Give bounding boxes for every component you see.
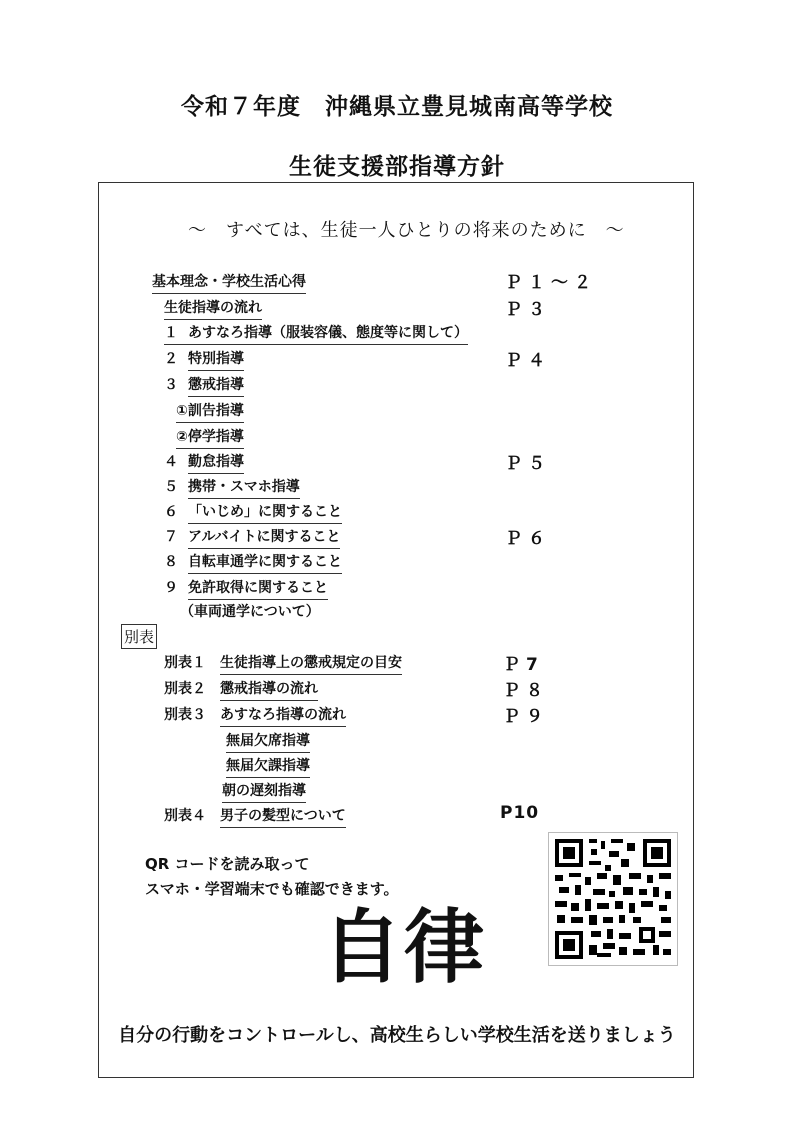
appendix-page-ref: Ｐ８: [503, 681, 549, 701]
school-title: 令和７年度 沖縄県立豊見城南高等学校: [181, 94, 613, 120]
appendix-label: 朝の遅刻指導: [222, 780, 306, 803]
appendix-label: 生徒指導上の懲戒規定の目安: [220, 652, 402, 675]
toc-item-label: 勤怠指導: [188, 451, 244, 474]
toc-item-number: １: [164, 325, 178, 341]
toc-item: [164, 348, 244, 371]
qr-instruction-line1: QR コードを読み取って: [145, 855, 310, 873]
toc-item: [176, 400, 244, 423]
toc-item-number: ７: [164, 529, 178, 545]
appendix-item: [164, 678, 318, 701]
toc-item-number: ９: [164, 580, 178, 596]
toc-item-number: ６: [164, 504, 178, 520]
toc-item: [164, 526, 340, 549]
toc-item: [176, 426, 244, 449]
toc-item-label: ②停学指導: [176, 426, 244, 449]
toc-item-number: ４: [164, 454, 178, 470]
toc-item-label: 携帯・スマホ指導: [188, 476, 300, 499]
appendix-item: [226, 730, 310, 753]
toc-item-label: 「いじめ」に関すること: [188, 501, 342, 524]
toc-page-ref: Ｐ４: [505, 351, 551, 371]
appendix-item: [226, 755, 310, 778]
toc-item-number: ５: [164, 479, 178, 495]
toc-page-ref: Ｐ５: [505, 454, 551, 474]
toc-item-label: 懲戒指導: [188, 374, 244, 397]
appendix-page-ref: P10: [500, 803, 540, 823]
toc-item: [164, 451, 244, 474]
appendix-page-ref: Ｐ7: [503, 655, 544, 675]
toc-item-label: （車両通学について）: [180, 604, 320, 620]
appendix-heading: 別表: [121, 624, 157, 649]
qr-code[interactable]: [548, 832, 678, 966]
appendix-prefix: 別表２: [164, 681, 206, 697]
toc-item: [164, 551, 342, 574]
toc-item: [152, 271, 306, 294]
appendix-label: あすなろ指導の流れ: [220, 704, 346, 727]
appendix-label: 男子の髪型について: [220, 805, 346, 828]
footer-message: 自分の行動をコントロールし、高校生らしい学校生活を送りましょう: [118, 1025, 676, 1046]
toc-item: [164, 577, 328, 600]
appendix-prefix: 別表１: [164, 655, 206, 671]
toc-page-ref: Ｐ３: [505, 300, 551, 320]
appendix-label: 無届欠課指導: [226, 755, 310, 778]
qr-code-graphic: [549, 833, 677, 965]
motto: ～ すべては、生徒一人ひとりの将来のために ～: [188, 220, 625, 241]
toc-item-label: 免許取得に関すること: [188, 577, 328, 600]
toc-item-number: ３: [164, 377, 178, 393]
toc-item: [164, 297, 262, 320]
toc-page-ref: Ｐ１～２: [505, 273, 597, 293]
toc-item-label: ①訓告指導: [176, 400, 244, 423]
toc-item: [180, 601, 320, 621]
toc-item-label: 自転車通学に関すること: [188, 551, 342, 574]
appendix-label: 懲戒指導の流れ: [220, 678, 318, 701]
toc-item: [164, 476, 300, 499]
toc-item-label: 基本理念・学校生活心得: [152, 271, 306, 294]
toc-item-label: あすなろ指導（服装容儀、態度等に関して）: [188, 325, 468, 341]
appendix-item: [164, 805, 346, 828]
appendix-prefix: 別表４: [164, 808, 206, 824]
toc-item-label: アルバイトに関すること: [188, 526, 340, 549]
slogan-jiritsu: 自律: [322, 901, 486, 994]
toc-item-label: 特別指導: [188, 348, 244, 371]
toc-item-label: 生徒指導の流れ: [164, 297, 262, 320]
appendix-item: [164, 704, 346, 727]
appendix-item: [164, 652, 402, 675]
appendix-prefix: 別表３: [164, 707, 206, 723]
toc-item: [164, 322, 468, 345]
toc-item: [164, 374, 244, 397]
appendix-item: [222, 780, 306, 803]
toc-item-number: ２: [164, 351, 178, 367]
document-title: 生徒支援部指導方針: [289, 154, 505, 180]
toc-item-number: ８: [164, 554, 178, 570]
toc-item: [164, 501, 342, 524]
appendix-label: 無届欠席指導: [226, 730, 310, 753]
appendix-page-ref: Ｐ９: [503, 707, 549, 727]
toc-page-ref: Ｐ６: [505, 529, 551, 549]
qr-instruction-line2: スマホ・学習端末でも確認できます。: [145, 880, 399, 898]
